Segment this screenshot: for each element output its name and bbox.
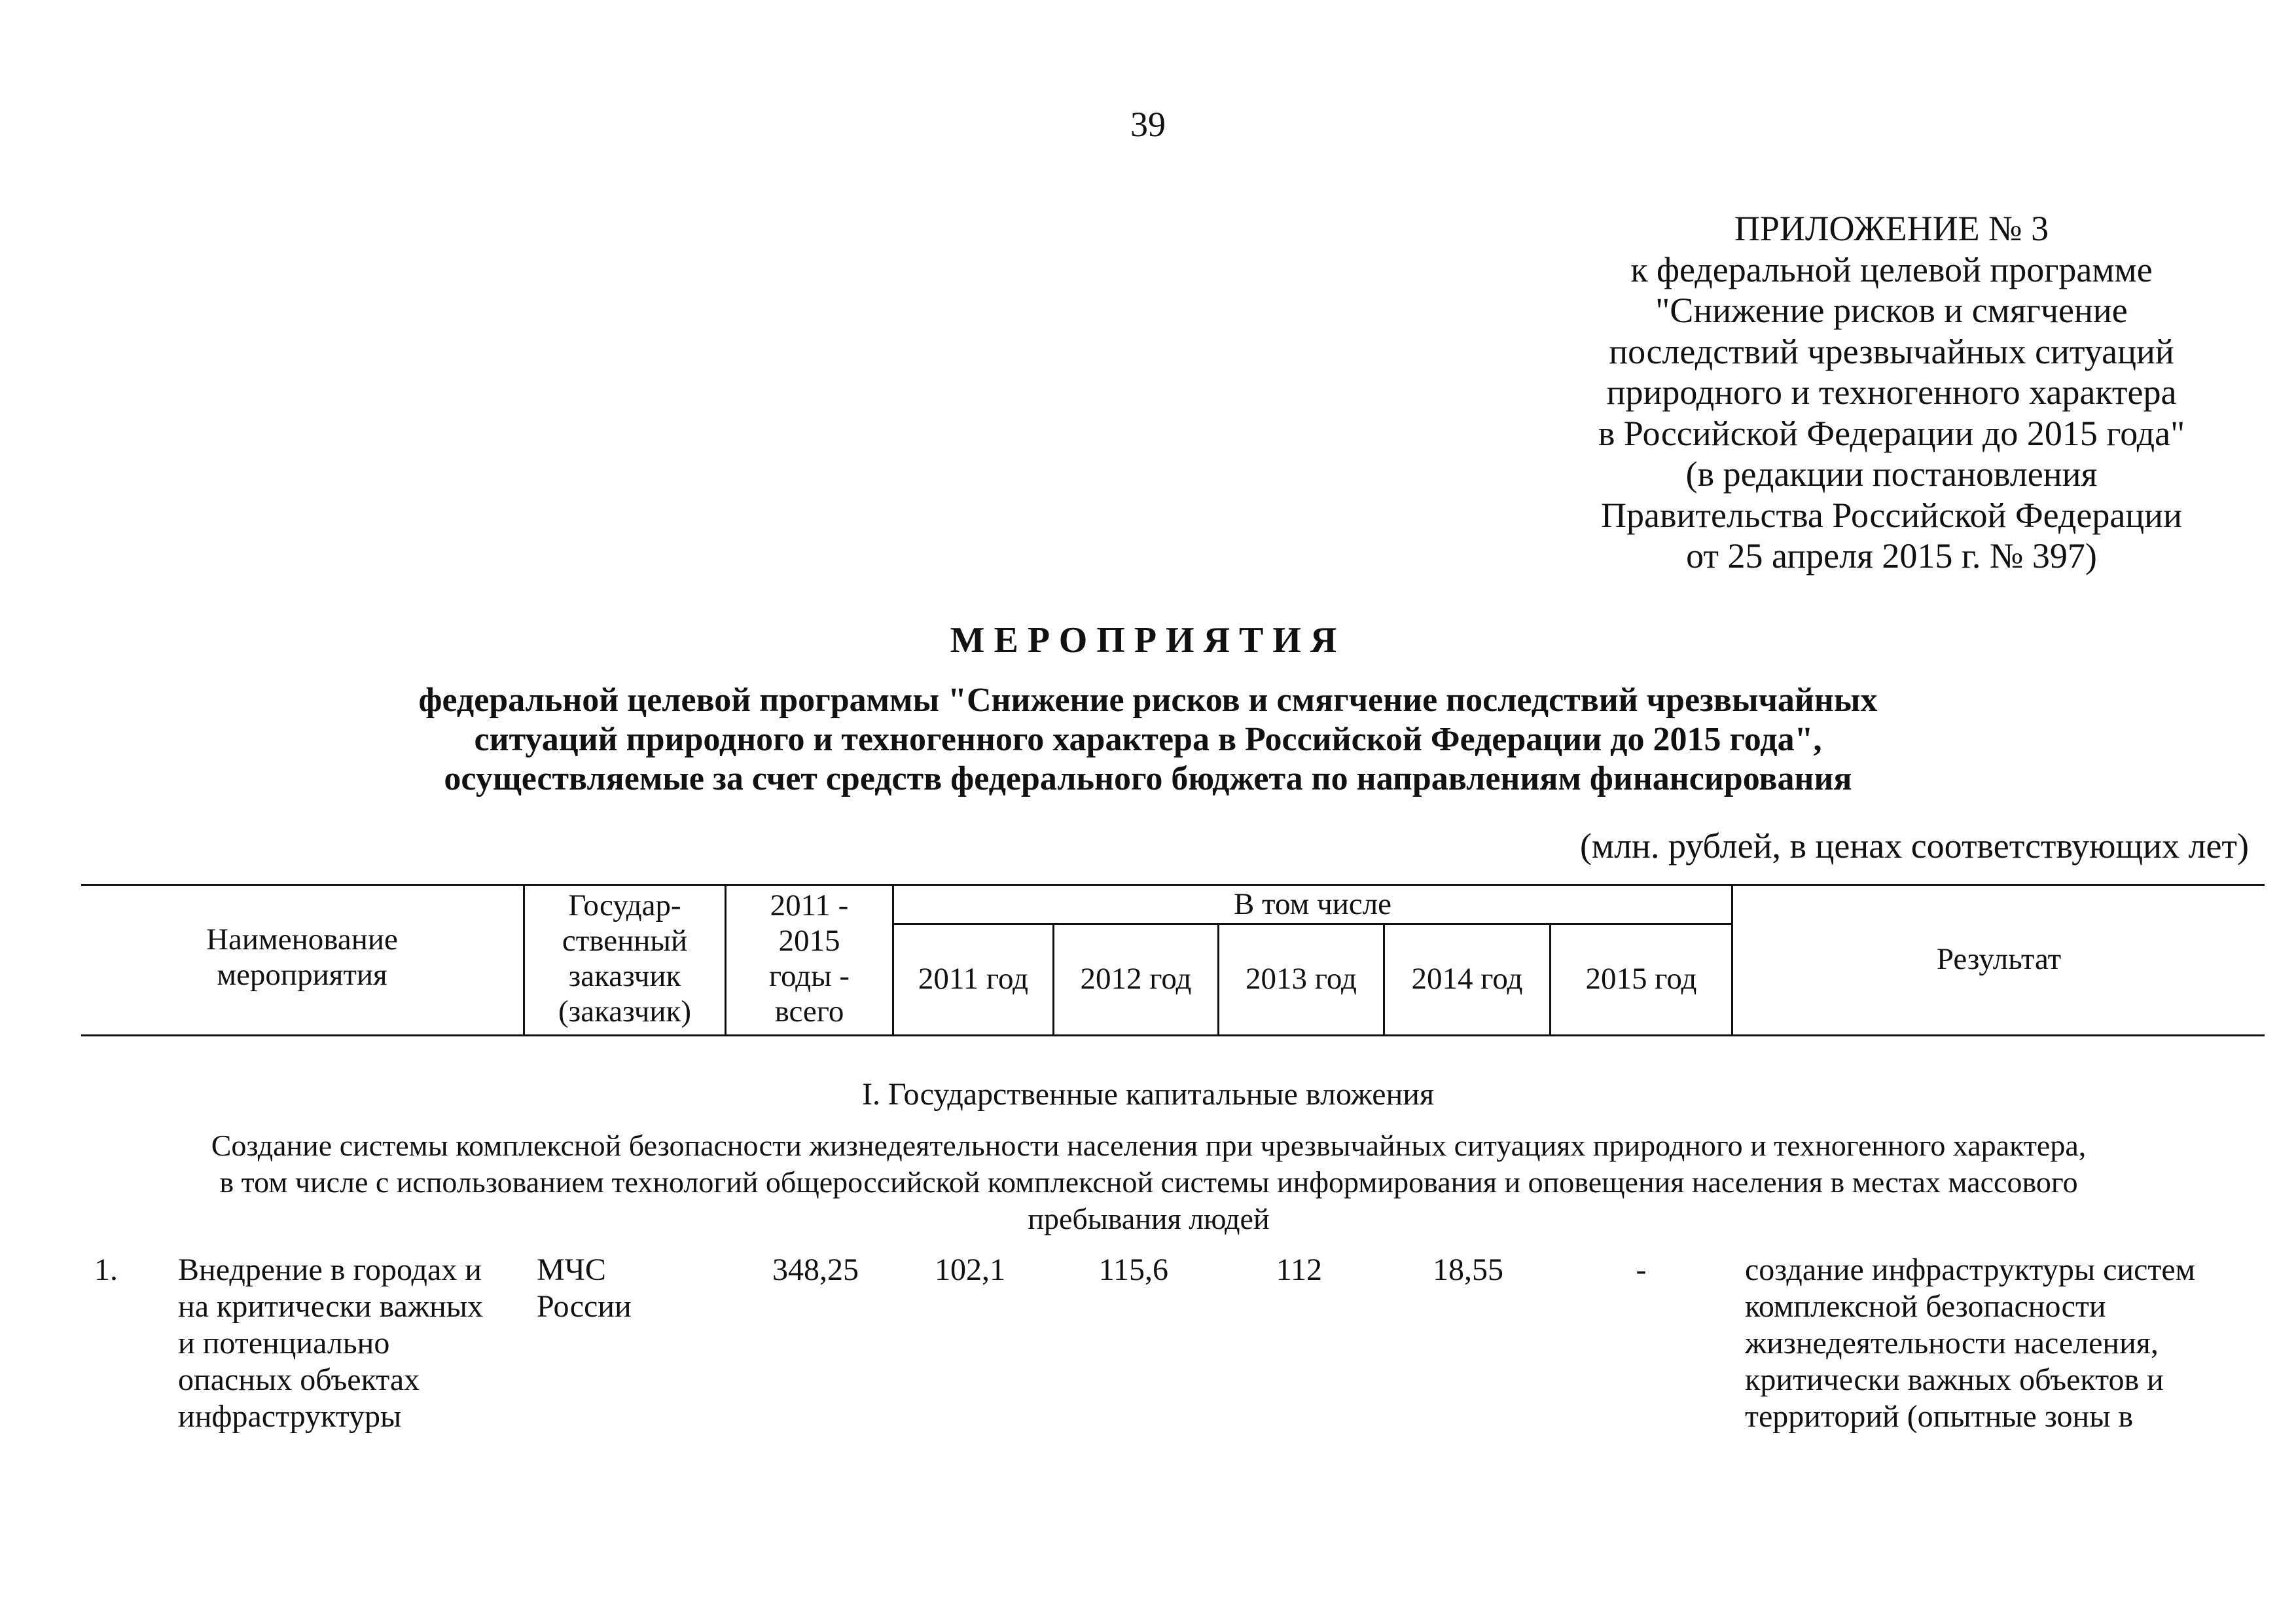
header-customer-line: ственный	[562, 924, 688, 958]
appendix-line: (в редакции постановления	[1685, 454, 2098, 494]
including-subrule	[892, 923, 1733, 925]
row-result	[1745, 1252, 2195, 1435]
header-total	[726, 888, 892, 1029]
header-bottom-rule	[81, 1034, 2265, 1036]
header-customer	[525, 888, 725, 1029]
row-2012: 115,6	[1098, 1252, 1168, 1287]
row-name-line: инфраструктуры	[178, 1399, 402, 1434]
row-2011: 102,1	[935, 1252, 1005, 1287]
row-customer-line: России	[537, 1289, 632, 1324]
header-year-2014: 2014 год	[1411, 962, 1523, 996]
row-result-line: территорий (опытные зоны в	[1745, 1399, 2134, 1434]
header-top-rule	[81, 884, 2265, 886]
header-total-line: годы -	[768, 959, 850, 993]
header-total-line: всего	[774, 994, 844, 1029]
appendix-line: "Снижение рисков и смягчение	[1655, 291, 2128, 330]
appendix-block	[1532, 208, 2251, 577]
row-total: 348,25	[772, 1252, 859, 1287]
row-result-line: создание инфраструктуры систем	[1745, 1252, 2196, 1287]
header-year-2013: 2013 год	[1246, 962, 1357, 996]
header-year-2015: 2015 год	[1585, 962, 1697, 996]
row-result-line: жизнедеятельности населения,	[1745, 1326, 2159, 1360]
row-result-line: критически важных объектов и	[1745, 1362, 2164, 1397]
appendix-line: от 25 апреля 2015 г. № 397)	[1686, 536, 2097, 575]
header-result: Результат	[1936, 942, 2062, 976]
document-title: МЕРОПРИЯТИЯ	[950, 620, 1346, 661]
subtitle-line: ситуаций природного и техногенного характера в Российской Федерации до 2015 года",	[474, 721, 1822, 758]
header-name	[81, 922, 523, 993]
appendix-line: последствий чрезвычайных ситуаций	[1609, 331, 2174, 371]
document-subtitle	[0, 681, 2296, 799]
row-name-line: на критически важных	[178, 1289, 484, 1324]
row-name-line: Внедрение в городах и	[178, 1252, 482, 1287]
appendix-line: в Российской Федерации до 2015 года"	[1598, 413, 2185, 453]
subtitle-line: федеральной целевой программы "Снижение рисков и смягчение последствий чрезвычайных	[418, 682, 1878, 719]
header-customer-line: заказчик	[568, 959, 681, 993]
header-year-2011: 2011 год	[918, 962, 1029, 996]
row-2013: 112	[1276, 1252, 1322, 1287]
appendix-line: к федеральной целевой программе	[1630, 249, 2153, 289]
header-customer-line: (заказчик)	[558, 994, 691, 1029]
appendix-line: природного и техногенного характера	[1606, 373, 2177, 412]
header-total-line: 2015	[778, 924, 840, 958]
row-result-line: комплексной безопасности	[1745, 1289, 2106, 1324]
page-number: 39	[1130, 105, 1166, 144]
units-note: (млн. рублей, в ценах соответствующих лет)	[1579, 826, 2249, 866]
row-name	[178, 1252, 483, 1435]
row-2015: -	[1636, 1252, 1647, 1287]
appendix-line: ПРИЛОЖЕНИЕ № 3	[1734, 209, 2049, 248]
row-number: 1.	[94, 1252, 118, 1287]
appendix-line: Правительства Российской Федерации	[1601, 495, 2182, 535]
row-customer-line: МЧС	[537, 1252, 606, 1287]
header-customer-line: Государ-	[568, 888, 681, 922]
section-title: I. Государственные капитальные вложения	[861, 1077, 1435, 1112]
row-customer	[537, 1252, 632, 1325]
header-year-2012: 2012 год	[1080, 962, 1192, 996]
row-name-line: и потенциально	[178, 1326, 390, 1360]
row-2014: 18,55	[1433, 1252, 1503, 1287]
section-description-line: пребывания людей	[1028, 1202, 1270, 1235]
header-including: В том числе	[1233, 887, 1392, 921]
subtitle-line: осуществляемые за счет средств федерального бюджета по направлениям финансирования	[444, 760, 1852, 797]
header-name-line: Наименование	[206, 922, 398, 957]
section-description-line: в том числе с использованием технологий общероссийской комплексной системы информирования и оповещения населения в местах массового	[219, 1165, 2078, 1199]
row-name-line: опасных объектах	[178, 1362, 420, 1397]
section-description	[85, 1127, 2212, 1237]
header-name-line: мероприятия	[217, 958, 387, 992]
header-total-line: 2011 -	[770, 888, 849, 922]
section-description-line: Создание системы комплексной безопасности жизнедеятельности населения при чрезвычайных ситуациях природного и техногенного характера,	[211, 1129, 2087, 1162]
